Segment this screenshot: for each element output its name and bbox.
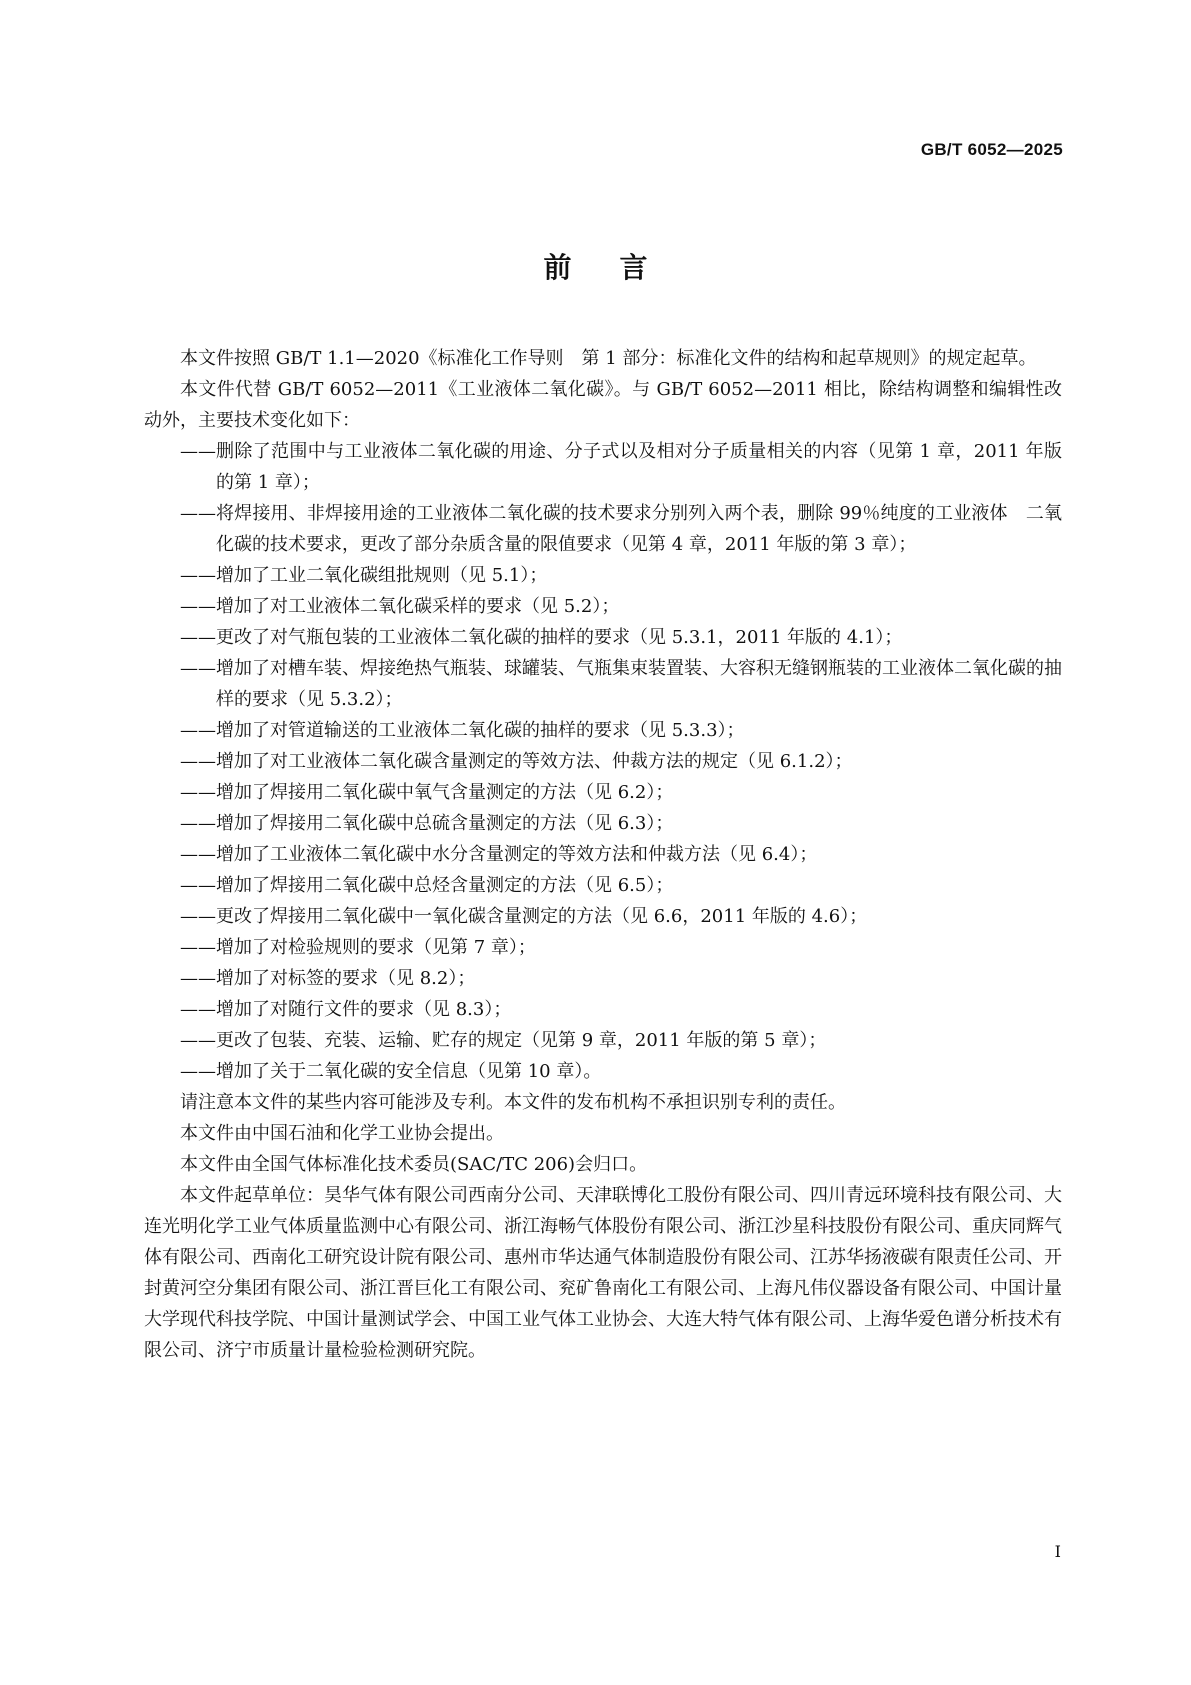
dash-marker: —— — [180, 441, 216, 462]
patent-notice: 请注意本文件的某些内容可能涉及专利。本文件的发布机构不承担识别专利的责任。 — [180, 1092, 846, 1113]
dash-marker: —— — [180, 813, 216, 834]
dash-marker: —— — [180, 565, 216, 586]
list-item — [144, 777, 1062, 808]
list-item — [144, 622, 1062, 653]
list-item-text: 增加了关于二氧化碳的安全信息（见第 10 章）。 — [216, 1061, 602, 1082]
dash-marker: —— — [180, 751, 216, 772]
list-item — [144, 808, 1062, 839]
list-item — [144, 1025, 1062, 1056]
list-item — [144, 591, 1062, 622]
list-item — [144, 839, 1062, 870]
list-item-text: 增加了对槽车装、焊接绝热气瓶装、球罐装、气瓶集束装置装、大容积无缝钢瓶装的工业液体二氧化碳的抽样的要求（见 5.3.2）； — [216, 658, 1062, 710]
list-item-text: 增加了工业二氧化碳组批规则（见 5.1）； — [216, 565, 548, 586]
dash-marker: —— — [180, 503, 216, 524]
dash-marker: —— — [180, 968, 216, 989]
list-item-text: 增加了对工业液体二氧化碳采样的要求（见 5.2）； — [216, 596, 620, 617]
list-item-text: 更改了对气瓶包装的工业液体二氧化碳的抽样的要求（见 5.3.1，2011 年版的 4.1）； — [216, 627, 903, 648]
list-item — [144, 963, 1062, 994]
list-item-text: 增加了焊接用二氧化碳中氧气含量测定的方法（见 6.2）； — [216, 782, 674, 803]
intro-paragraph-2: 本文件代替 GB/T 6052—2011《工业液体二氧化碳》。与 GB/T 6052—2011 相比，除结构调整和编辑性改动外，主要技术变化如下： — [144, 379, 1062, 431]
page-number: I — [1054, 1542, 1061, 1561]
list-item-text: 增加了对检验规则的要求（见第 7 章）； — [216, 937, 536, 958]
list-item-text: 将焊接用、非焊接用途的工业液体二氧化碳的技术要求分别列入两个表，删除 99％纯度的工业液体 二氧化碳的技术要求，更改了部分杂质含量的限值要求（见第 4 章，2011 年版的第 3 章）； — [216, 503, 1062, 555]
list-item — [144, 715, 1062, 746]
list-item — [144, 746, 1062, 777]
list-item-text: 删除了范围中与工业液体二氧化碳的用途、分子式以及相对分子质量相关的内容（见第 1 章，2011 年版的第 1 章）； — [216, 441, 1062, 493]
list-item — [144, 498, 1062, 560]
page-title: 前言 — [543, 251, 696, 284]
dash-marker: —— — [180, 875, 216, 896]
dash-marker: —— — [180, 1061, 216, 1082]
list-item-text: 更改了包装、充装、运输、贮存的规定（见第 9 章，2011 年版的第 5 章）； — [216, 1030, 827, 1051]
list-item — [144, 870, 1062, 901]
dash-marker: —— — [180, 627, 216, 648]
list-item — [144, 932, 1062, 963]
list-item-text: 增加了对标签的要求（见 8.2）； — [216, 968, 476, 989]
standard-number: GB/T 6052—2025 — [920, 140, 1063, 159]
dash-marker: —— — [180, 782, 216, 803]
dash-marker: —— — [180, 937, 216, 958]
dash-marker: —— — [180, 1030, 216, 1051]
list-item-text: 增加了焊接用二氧化碳中总硫含量测定的方法（见 6.3）； — [216, 813, 674, 834]
list-item — [144, 560, 1062, 591]
dash-marker: —— — [180, 906, 216, 927]
list-item — [144, 653, 1062, 715]
dash-marker: —— — [180, 844, 216, 865]
dash-marker: —— — [180, 596, 216, 617]
dash-marker: —— — [180, 720, 216, 741]
list-item-text: 增加了对随行文件的要求（见 8.3）； — [216, 999, 512, 1020]
list-item — [144, 994, 1062, 1025]
list-item — [144, 1056, 1062, 1087]
list-item-text: 增加了焊接用二氧化碳中总烃含量测定的方法（见 6.5）； — [216, 875, 674, 896]
list-item-text: 增加了对管道输送的工业液体二氧化碳的抽样的要求（见 5.3.3）； — [216, 720, 745, 741]
changes-list — [144, 436, 1062, 1087]
intro-paragraph-1: 本文件按照 GB/T 1.1—2020《标准化工作导则 第 1 部分：标准化文件的结构和起草规则》的规定起草。 — [180, 348, 1037, 369]
foreword-body — [144, 343, 1062, 1366]
list-item-text: 增加了对工业液体二氧化碳含量测定的等效方法、仲裁方法的规定（见 6.1.2）； — [216, 751, 853, 772]
drafting-units: 本文件起草单位：昊华气体有限公司西南分公司、天津联博化工股份有限公司、四川青远环境科技有限公司、大连光明化学工业气体质量监测中心有限公司、浙江海畅气体股份有限公司、浙江沙星科技股份有限公司、重庆同辉气体有限公司、西南化工研究设计院有限公司、惠州市华达通气体制造股份有限公司、江苏华扬液碳有限责任公司、开封黄河空分集团有限公司、浙江晋巨化工有限公司、兖矿鲁南化工有限公司、上海凡伟仪器设备有限公司、中国计量大学现代科技学院、中国计量测试学会、中国工业气体工业协会、大连大特气体有限公司、上海华爱色谱分析技术有限公司、济宁市质量计量检验检测研究院。 — [144, 1185, 1062, 1361]
list-item-text: 增加了工业液体二氧化碳中水分含量测定的等效方法和仲裁方法（见 6.4）； — [216, 844, 818, 865]
dash-marker: —— — [180, 658, 216, 679]
list-item — [144, 436, 1062, 498]
committee-statement: 本文件由全国气体标准化技术委员(SAC/TC 206)会归口。 — [180, 1154, 648, 1175]
proposer-statement: 本文件由中国石油和化学工业协会提出。 — [180, 1123, 504, 1144]
list-item-text: 更改了焊接用二氧化碳中一氧化碳含量测定的方法（见 6.6，2011 年版的 4.6）； — [216, 906, 868, 927]
list-item — [144, 901, 1062, 932]
dash-marker: —— — [180, 999, 216, 1020]
